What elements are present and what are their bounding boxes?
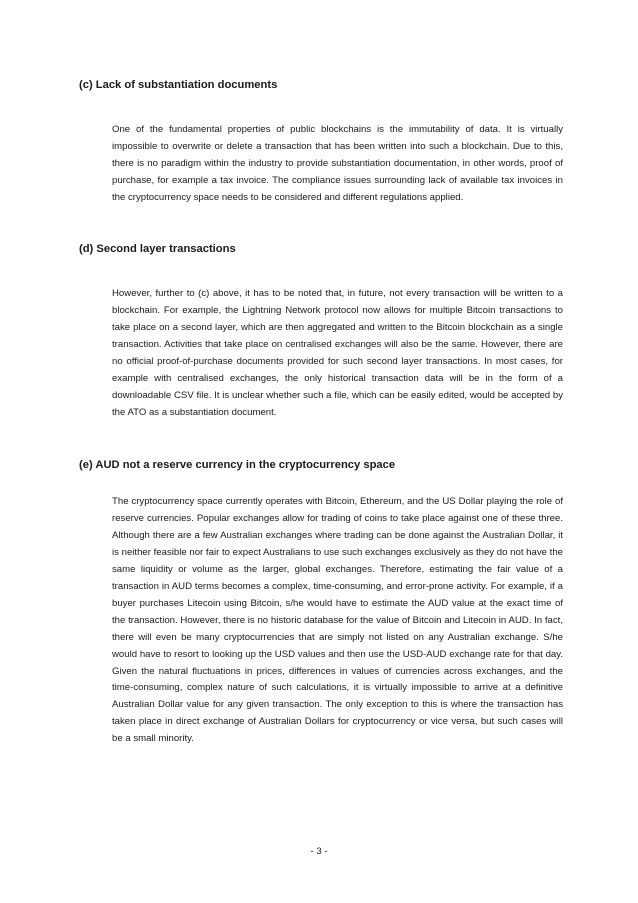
section-heading-c: (c) Lack of substantiation documents: [79, 79, 278, 91]
section-body-d: However, further to (c) above, it has to be noted that, in future, not every transaction will be written to a blockchain. For example, the Lightning Network protocol now allows for multiple Bitcoin transactions to take place on a second layer, which are then aggregated and written to the Bitcoin blockchain as a single transaction. Activities that take place on centralised exchanges will also be the same. However, there are no official proof-of-purchase documents provided for such second layer transactions. In most cases, for example with centralised exchanges, the only historical transaction data will be in the form of a downloadable CSV file. It is unclear whether such a file, which can be easily edited, would be accepted by the ATO as a substantiation document.: [112, 288, 563, 418]
section-body-c: One of the fundamental properties of public blockchains is the immutability of data. It is virtually impossible to overwrite or delete a transaction that has been written into such a blockchain. Due to this, there is no paradigm within the industry to provide substantiation documentation, in other words, proof of purchase, for example a tax invoice. The compliance issues surrounding lack of available tax invoices in the cryptocurrency space needs to be considered and different regulations applied.: [112, 124, 563, 203]
section-body-e: The cryptocurrency space currently operates with Bitcoin, Ethereum, and the US Dollar playing the role of reserve currencies. Popular exchanges allow for trading of coins to take place against one of these three. Although there are a few Australian exchanges where trading can be done against the Australian Dollar, it is neither feasible nor fair to expect Australians to use such exchanges exclusively as they do not have the same liquidity or volume as the larger, global exchanges. Therefore, estimating the fair value of a transaction in AUD terms becomes a complex, time-consuming, and error-prone activity. For example, if a buyer purchases Litecoin using Bitcoin, s/he would have to estimate the AUD value at the exact time of the transaction. However, there is no historic database for the value of Bitcoin and Litecoin in AUD. In fact, there will even be many cryptocurrencies that are simply not listed on any Australian exchange. S/he would have to resort to looking up the USD values and then use the USD-AUD exchange rate for that day. Given the natural fluctuations in prices, differences in values of currencies across exchanges, and the time-consuming, complex nature of such calculations, it is virtually impossible to arrive at a definitive Australian Dollar value for any given transaction. The only exception to this is where the transaction has taken place in direct exchange of Australian Dollars for cryptocurrency or vice versa, but such cases will be a small minority.: [112, 496, 563, 745]
page-number: - 3 -: [310, 846, 328, 857]
section-heading-d: (d) Second layer transactions: [79, 243, 236, 255]
section-heading-e: (e) AUD not a reserve currency in the cryptocurrency space: [79, 459, 396, 471]
